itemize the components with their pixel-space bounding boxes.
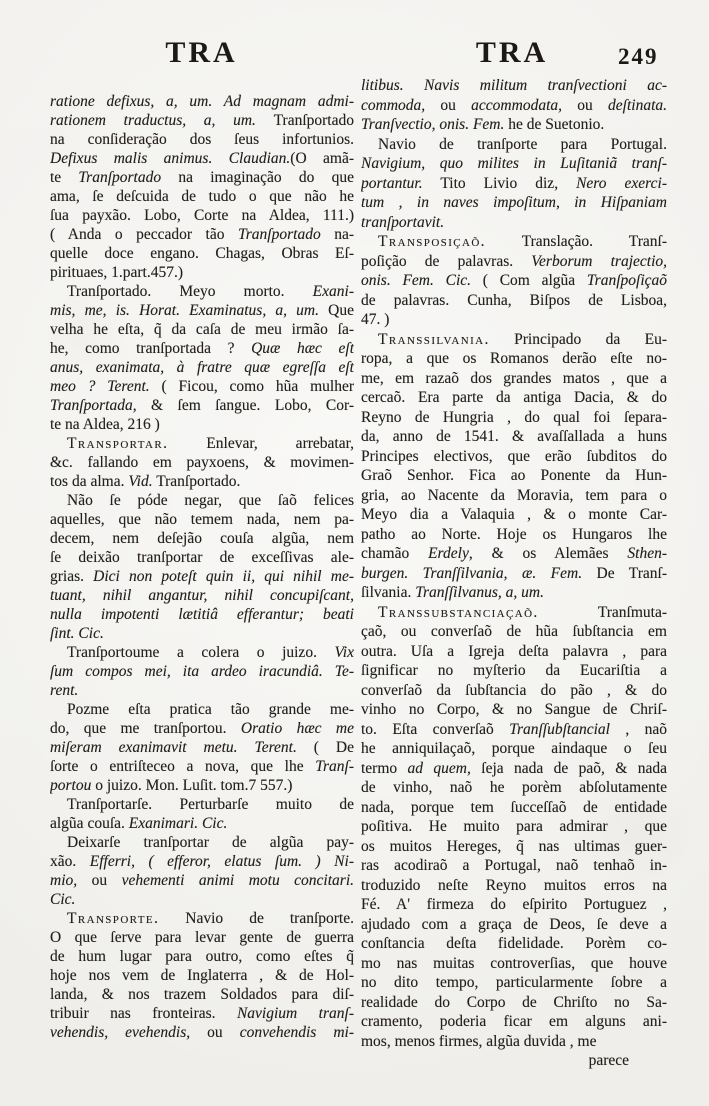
text-run: Tranſ- — [315, 758, 354, 775]
text-run: mio, — [50, 872, 78, 889]
text-run: ou — [77, 872, 122, 889]
text-run: me, em razaõ dos grandes matos , que a — [361, 369, 667, 387]
text-run: accommodata, — [471, 96, 562, 114]
text-line — [361, 973, 667, 993]
text-run: ſeja nada de paõ, & nada — [470, 759, 667, 777]
text-line — [361, 525, 667, 545]
text-line — [361, 603, 667, 623]
text-line — [50, 871, 354, 890]
text-run: tuant, nihil angantur, nihil concupiſcant, — [50, 587, 354, 604]
text-line — [50, 149, 354, 168]
text-run: vinho no Corpo, & no Sangue de Chriſ- — [361, 701, 667, 718]
text-line — [361, 681, 667, 701]
text-line — [50, 605, 354, 624]
text-line — [361, 817, 667, 837]
text-run: quelle doce engano. Chagas, Obras Eſ- — [50, 245, 354, 262]
page-number: 249 — [618, 44, 659, 69]
text-run: Navio de tranſporte para Portugal. — [378, 135, 667, 153]
catchword-line — [361, 1051, 667, 1071]
text-line — [50, 586, 354, 605]
text-run: ratione defixus, a, um. Ad magnam admi- — [50, 93, 354, 110]
text-line — [361, 1032, 667, 1052]
text-run: he anniquilaçaõ, porque aindaque o ſeu — [361, 740, 667, 757]
text-line — [50, 168, 354, 187]
text-run: cercaõ. Era parte da antiga Dacia, & do — [361, 389, 667, 406]
text-line — [50, 130, 354, 149]
text-run: na- — [320, 226, 354, 243]
text-line — [361, 934, 667, 954]
text-run: Quæ hæc eſt — [251, 340, 354, 357]
text-run: rent. — [50, 682, 79, 699]
text-run: vehendis, evehendis, — [50, 1024, 191, 1041]
text-run: Tranſportado — [273, 112, 354, 129]
text-run: na conſideração dos ſeus infortunios. — [50, 131, 354, 148]
text-line — [50, 700, 354, 719]
text-run: Principes electivos, que erão ſubditos do — [361, 447, 667, 465]
text-run: miſeram exanimavit metu. Terent. — [50, 739, 297, 756]
text-run: &c. fallando em payxoens, & movimen- — [50, 454, 354, 471]
text-line — [50, 206, 354, 225]
text-run: Tito Livio diz, — [422, 174, 577, 192]
text-run: mis, me, is. Horat. Examinatus, a, um. — [50, 302, 329, 319]
text-run: tum , in naves impoſitum, in Hiſpaniam — [361, 194, 667, 211]
text-run: Tranſportada, — [50, 397, 137, 414]
text-run: nada, porque tem ſucceſſaõ de entidade — [361, 798, 667, 816]
text-line — [50, 795, 354, 814]
text-run: he, como tranſportada ? — [50, 340, 252, 357]
text-run: onis. Fem. Cic. — [361, 272, 472, 289]
text-line — [50, 396, 354, 415]
text-run: çaõ, ou converſaõ de hũa ſubſtancia em — [361, 623, 667, 640]
text-line — [361, 271, 667, 291]
text-line — [361, 1012, 667, 1032]
text-run: grias. — [50, 568, 94, 585]
text-run: 47. ) — [361, 311, 390, 328]
text-run: vehementi animi motu concitari. — [121, 872, 354, 889]
text-line — [361, 993, 667, 1013]
text-run: Tranſportado — [78, 169, 162, 186]
text-run: ropa, a que os Romanos derão eſte no- — [361, 350, 667, 367]
text-line — [50, 225, 354, 244]
text-line — [361, 837, 667, 857]
text-line — [50, 187, 354, 206]
text-run: anus, exanimata, à fratre quæ egreſſa eſt — [50, 359, 354, 376]
text-run: te — [50, 169, 79, 186]
text-run: Tranſvectio, onis. Fem. — [361, 116, 505, 133]
text-run: ras acodiraõ a Portugal, naõ tenhaõ in- — [361, 857, 667, 874]
text-line — [361, 798, 667, 818]
text-line — [50, 111, 354, 130]
text-line — [50, 624, 354, 643]
text-run: ſua payxão. Lobo, Corte na Aldea, 111.) — [50, 207, 354, 224]
text-line — [50, 282, 354, 301]
text-run: Que — [328, 302, 354, 319]
text-line — [361, 739, 667, 759]
text-run: Nero exerci- — [576, 174, 667, 192]
text-run: ( Ficou, como hũa mulher — [149, 378, 354, 395]
text-line — [361, 135, 667, 155]
text-run: Tranſportado — [238, 226, 321, 243]
text-line — [50, 415, 354, 434]
text-run: Tranſportado. Meyo morto. — [67, 283, 313, 300]
text-run: mo nas muitas controverſias, que houve — [361, 954, 667, 972]
text-line — [50, 985, 354, 1004]
text-line — [50, 776, 354, 795]
text-line — [361, 252, 667, 272]
text-line — [361, 915, 667, 935]
text-run: no dito tempo, particularmente ſobre a — [361, 974, 667, 991]
text-run: deſtinata. — [608, 96, 667, 114]
text-run: Navigium tranſ- — [236, 1005, 354, 1022]
text-line — [361, 447, 667, 467]
text-run: Sthen- — [627, 545, 667, 562]
text-line — [361, 486, 667, 506]
text-run: ſint. Cic. — [50, 625, 104, 642]
text-line — [361, 349, 667, 369]
text-run: poſitiva. He muito para admirar , que — [361, 818, 667, 835]
text-run: algũa couſa. — [50, 815, 129, 832]
text-run: Graõ Senhor. Fica ao Ponente da Hun- — [361, 467, 667, 484]
text-run: Exani- — [312, 283, 354, 300]
text-line — [50, 491, 354, 510]
text-line — [361, 174, 667, 194]
text-line — [361, 408, 667, 428]
text-run: os muitos Hereges, q̃ nas ultimas guer- — [361, 837, 667, 855]
text-line — [50, 643, 354, 662]
text-run: to. Eſta converſaõ — [361, 720, 510, 738]
text-run: aquelles, que não temem nada, nem pa- — [50, 511, 354, 528]
text-line — [361, 115, 667, 135]
text-run: Exanimari. Cic. — [128, 815, 228, 832]
text-line — [50, 662, 354, 681]
text-run: nulla impotenti lætitiâ efferantur; beati — [50, 606, 354, 623]
text-line — [361, 505, 667, 525]
text-run: ( Com algũa — [471, 272, 587, 289]
text-line — [361, 154, 667, 174]
text-run: ſorte o entriſteceo a nova, que lhe — [50, 758, 316, 775]
text-run: Meyo dia a Valaquia , & o monte Car- — [361, 506, 667, 523]
text-run: (O amã- — [290, 150, 354, 167]
text-run: portantur. — [361, 174, 423, 192]
text-run: , & os Alemães — [468, 545, 628, 562]
text-run: Reyno de Hungria , do qual foi ſepara- — [361, 408, 667, 426]
text-line — [361, 642, 667, 662]
text-run: commoda, — [361, 96, 426, 114]
text-line — [361, 466, 667, 486]
text-run: tribuir nas fronteiras. — [50, 1005, 237, 1022]
text-run: da, anno de 1541. & avaſſallada a huns — [361, 428, 667, 445]
text-run: Cic. — [50, 891, 76, 908]
text-run: landa, & nos trazem Soldados para diſ- — [50, 986, 354, 1003]
text-run: realidade do Corpo de Chriſto no Sa- — [361, 993, 667, 1011]
text-line — [361, 330, 667, 350]
text-line — [50, 320, 354, 339]
text-line — [50, 567, 354, 586]
text-run: parece — [588, 1052, 629, 1069]
text-line — [361, 564, 667, 584]
text-run: Tranſportado. — [152, 473, 241, 490]
text-run: patho ao Norte. Hoje os Hungaros lhe — [361, 525, 667, 543]
text-run: hoje nos vem de Inglaterra , & de Hol- — [50, 967, 354, 984]
text-line — [361, 856, 667, 876]
text-line — [50, 358, 354, 377]
right-column — [361, 76, 667, 1071]
text-run: ou — [562, 96, 609, 114]
text-line — [361, 622, 667, 642]
text-line — [50, 263, 354, 282]
text-line — [50, 1023, 354, 1042]
text-run: mos, menos firmes, algũa duvida , me — [361, 1032, 597, 1050]
text-run: ſe deixão tranſportar de exceſſivas ale- — [50, 549, 354, 566]
text-run: Defixus malis animus. Claudian. — [50, 150, 291, 167]
text-run: Navio de tranſporte. — [159, 910, 354, 927]
text-line — [361, 310, 667, 330]
text-run: velha he eſta, q̃ da caſa de meu irmão ſa- — [50, 321, 354, 338]
text-run: De Tranſ- — [582, 564, 667, 582]
text-run: gria, ao Nacente da Moravia, tem para o — [361, 486, 667, 504]
text-line — [361, 388, 667, 408]
text-run: Deixarſe tranſportar de algũa pay- — [67, 834, 354, 851]
text-line — [50, 301, 354, 320]
text-run: Tranſportoume a colera o juizo. — [67, 644, 335, 661]
text-line — [50, 472, 354, 491]
headword: Transportar. — [67, 435, 169, 452]
text-run: Tranſpoſiçaõ — [586, 272, 667, 289]
text-run: poſição de palavras. — [361, 252, 532, 270]
text-run: tranſportavit. — [361, 213, 445, 231]
headword: Transporte. — [67, 910, 160, 927]
text-run: Principado da Eu- — [489, 330, 667, 348]
text-run: litibus. Navis militum tranſvectioni ac- — [361, 77, 667, 94]
text-line — [50, 377, 354, 396]
text-run: ( De — [296, 739, 354, 756]
text-run: Enlevar, arrebatar, — [168, 435, 354, 452]
headword: Transposiçaõ. — [378, 233, 486, 250]
text-run: Oratio hæc me — [240, 720, 354, 737]
text-run: termo — [361, 759, 408, 777]
text-run: troduzido neſte Reyno muitos erros na — [361, 876, 667, 894]
text-run: Navigium, quo milites in Luſitaniã tranſ- — [361, 155, 667, 172]
text-line — [361, 661, 667, 681]
text-run: chamão — [361, 545, 429, 562]
text-line — [50, 833, 354, 852]
text-run: ama, ſe deſcuida de tudo o que não he — [50, 188, 354, 205]
text-line — [50, 909, 354, 928]
text-line — [50, 92, 354, 111]
text-line — [50, 339, 354, 358]
text-line — [361, 720, 667, 740]
text-line — [50, 814, 354, 833]
text-run: convehendis mi- — [239, 1024, 354, 1041]
text-line — [361, 954, 667, 974]
text-line — [50, 890, 354, 909]
running-head-right: TRA — [475, 36, 549, 69]
text-line — [361, 213, 667, 233]
headword: Transsubstanciaçaõ. — [378, 603, 539, 621]
text-line — [361, 544, 667, 564]
running-head-left: TRA — [165, 36, 238, 69]
text-run: te na Aldea, 216 ) — [50, 416, 160, 433]
text-run: rationem traductus, a, um. — [50, 112, 274, 129]
text-run: portou — [50, 777, 92, 794]
text-run: ſum compos mei, ita ardeo iracundiâ. Te- — [50, 663, 354, 680]
text-line — [361, 895, 667, 915]
text-run: Translação. Tranſ- — [485, 233, 667, 250]
text-line — [50, 757, 354, 776]
text-run: o juizo. Mon. Luſit. tom.7 557.) — [91, 777, 293, 794]
text-line — [361, 700, 667, 720]
text-line — [361, 759, 667, 779]
text-line — [361, 876, 667, 896]
text-run: ou — [190, 1024, 240, 1041]
text-run: he de Suetonio. — [504, 116, 605, 133]
text-run: Fé. A' firmeza do eſpirito Portuguez , — [361, 896, 667, 913]
text-line — [50, 852, 354, 871]
text-line — [361, 369, 667, 389]
text-run: conſtancia deſta fidelidade. Porèm co- — [361, 935, 667, 952]
text-line — [50, 681, 354, 700]
text-run: Pozme eſta pratica tão grande me- — [67, 701, 354, 718]
text-run: ajudado com a graça de Deos, ſe deve a — [361, 915, 667, 933]
text-run: converſaõ da ſubſtancia do pão , & do — [361, 681, 667, 699]
text-line — [50, 453, 354, 472]
headword: Transsilvania. — [378, 330, 490, 348]
text-line — [50, 510, 354, 529]
text-run: Tranſportarſe. Perturbarſe muito de — [67, 796, 354, 813]
text-run: , naõ — [609, 720, 667, 738]
text-line — [361, 427, 667, 447]
text-run: ſignificar no myſterio da Eucariſtia a — [361, 662, 667, 679]
text-line — [50, 548, 354, 567]
text-run: xão. — [50, 853, 90, 870]
text-run: O que ſerve para levar gente de guerra — [50, 929, 354, 946]
text-run: na imaginação do que — [161, 169, 354, 186]
text-run: Tranſmuta- — [538, 603, 667, 621]
text-run: de vinho, naõ he porèm abſolutamente — [361, 779, 667, 796]
text-run: cramento, poderia ficar em alguns ani- — [361, 1013, 667, 1030]
left-column — [50, 92, 354, 1042]
text-line — [50, 529, 354, 548]
text-line — [361, 778, 667, 798]
text-line — [50, 738, 354, 757]
text-line — [50, 928, 354, 947]
text-line — [361, 291, 667, 311]
text-run: ſilvania. — [361, 584, 416, 601]
text-run: meo ? Terent. — [50, 378, 150, 395]
text-line — [361, 76, 667, 96]
text-line — [50, 1004, 354, 1023]
text-line — [361, 193, 667, 213]
text-line — [50, 947, 354, 966]
text-run: Vid. — [128, 473, 153, 490]
text-run: Não ſe póde negar, que ſaõ felices — [67, 492, 354, 509]
text-run: Efferri, ( efferor, elatus ſum. ) Ni- — [89, 853, 354, 870]
text-run: outra. Uſa a Igreja deſta palavra , para — [361, 642, 667, 660]
text-line — [361, 96, 667, 116]
text-run: Dici non poteſt quin ii, qui nihil me- — [93, 568, 354, 585]
text-run: ad quem, — [407, 759, 471, 777]
text-run: Tranſſubſtancial — [509, 720, 610, 738]
text-run: ou — [425, 96, 472, 114]
text-run: Vix — [334, 644, 354, 661]
text-line — [50, 244, 354, 263]
text-run: burgen. Tranſſilvania, æ. Fem. — [361, 564, 583, 582]
text-run: decem, nem deſejão couſa algũa, nem — [50, 530, 354, 547]
text-line — [361, 232, 667, 252]
text-line — [50, 434, 354, 453]
text-run: ( Anda o peccador tão — [50, 226, 238, 243]
text-run: & ſem ſangue. Lobo, Cor- — [136, 397, 354, 414]
text-run: de palavras. Cunha, Biſpos de Lisboa, — [361, 291, 667, 309]
text-run: Verborum trajectio, — [531, 252, 667, 270]
text-run: Erdely — [428, 545, 469, 562]
text-line — [361, 583, 667, 603]
text-run: pirituaes, 1.part.457.) — [50, 264, 184, 281]
text-run: de hum lugar para outro, como eſtes q̃ — [50, 948, 354, 965]
text-line — [50, 966, 354, 985]
text-line — [50, 719, 354, 738]
text-run: Tranſſilvanus, a, um. — [415, 584, 545, 601]
text-run: do, que me tranſportou. — [50, 720, 241, 737]
text-run: tos da alma. — [50, 473, 129, 490]
